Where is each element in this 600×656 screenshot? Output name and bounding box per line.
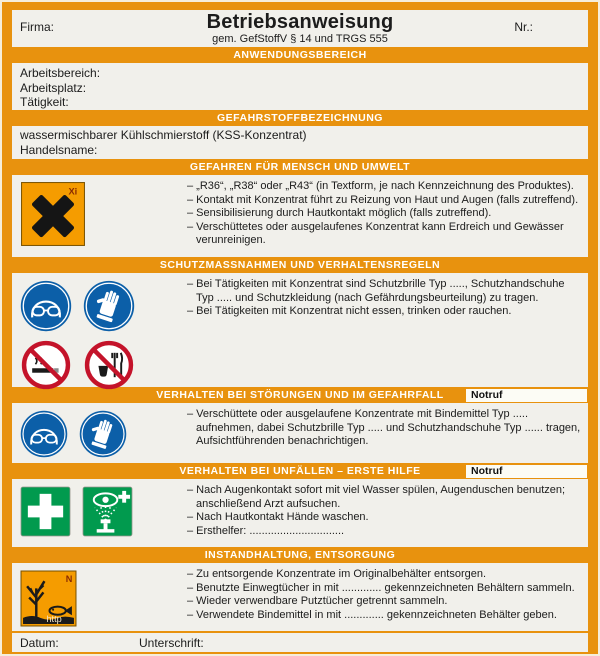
schutz-icons bbox=[12, 273, 187, 387]
environment-symbol-letter: N bbox=[65, 574, 73, 585]
no-smoking-icon bbox=[20, 339, 72, 391]
irritant-xi-icon bbox=[20, 181, 86, 247]
bullet-item: – Verschüttete oder ausgelaufene Konzentrate mit Bindemittel Typ ..... aufnehmen, dabei Schutzbrille Typ ..... und Schutzhandschuhe Typ ...... tragen, Aufsichtführenden benachrichtigen. bbox=[187, 408, 581, 448]
handelsname-label: Handelsname: bbox=[20, 143, 98, 157]
band-anwendungsbereich bbox=[12, 47, 588, 63]
band-gefahrstoffbezeichnung bbox=[12, 110, 588, 126]
xi-symbol-letter: Xi bbox=[68, 186, 78, 197]
document-header bbox=[12, 10, 588, 47]
band-title: INSTANDHALTUNG, ENTSORGUNG bbox=[204, 549, 396, 561]
gefahren-text bbox=[187, 175, 588, 257]
first-aid-icon bbox=[20, 486, 71, 537]
field-arbeitsbereich: Arbeitsbereich: bbox=[20, 66, 101, 80]
unfaelle-panel bbox=[12, 479, 588, 547]
firma-label: Firma: bbox=[20, 20, 54, 34]
band-title: ANWENDUNGSBEREICH bbox=[233, 49, 367, 61]
schutz-panel bbox=[12, 273, 588, 387]
document-footer bbox=[12, 633, 588, 652]
schutz-text bbox=[187, 273, 588, 387]
page-subtitle: gem. GefStoffV § 14 und TRGS 555 bbox=[212, 33, 388, 45]
no-eating-drinking-icon bbox=[83, 339, 135, 391]
band-title: VERHALTEN BEI UNFÄLLEN – ERSTE HILFE bbox=[179, 465, 421, 477]
bullet-item: – Sensibilisierung durch Hautkontakt möglich (falls zutreffend). bbox=[187, 207, 492, 220]
gefahren-panel bbox=[12, 175, 588, 257]
field-arbeitsplatz: Arbeitsplatz: bbox=[20, 80, 87, 95]
band-unfaelle bbox=[12, 463, 588, 479]
bullet-item: – Nach Hautkontakt Hände waschen. bbox=[187, 511, 369, 524]
bullet-item: – Wieder verwendbare Putztücher getrennt sammeln. bbox=[187, 595, 448, 608]
bullet-item: – „R36“, „R38“ oder „R43“ (in Textform, je nach Kennzeichnung des Produktes). bbox=[187, 180, 574, 192]
bullet-item: – Kontakt mit Konzentrat führt zu Reizung von Haut und Augen (falls zutreffend). bbox=[187, 193, 579, 206]
gefahren-icons bbox=[12, 175, 187, 257]
band-title: SCHUTZMASSNAHMEN UND VERHALTENSREGELN bbox=[159, 259, 441, 271]
bullet-item: – Bei Tätigkeiten mit Konzentrat sind Schutzbrille Typ ....., Schutzhandschuhe Typ ..... und Schutzkleidung (nach Gefährdungsbeurteilung) zu tragen. bbox=[187, 278, 565, 304]
eye-protection-icon bbox=[20, 410, 68, 458]
band-title: GEFAHREN FÜR MENSCH UND UMWELT bbox=[189, 161, 411, 173]
field-taetigkeit: Tätigkeit: bbox=[20, 95, 69, 109]
eye-protection-icon bbox=[20, 280, 72, 332]
band-schutzmassnahmen bbox=[12, 257, 588, 273]
band-gefahren bbox=[12, 159, 588, 175]
unterschrift-label: Unterschrift: bbox=[139, 635, 204, 650]
environment-hazard-icon bbox=[20, 570, 77, 627]
bullet-item: – Zu entsorgende Konzentrate im Originalbehälter entsorgen. bbox=[187, 568, 487, 580]
substance-name: wassermischbarer Kühlschmierstoff (KSS-Konzentrat) bbox=[20, 128, 307, 142]
page-title: Betriebsanweisung bbox=[206, 11, 394, 33]
instandhaltung-icons bbox=[12, 563, 187, 631]
notruf-badge: Notruf bbox=[466, 389, 587, 402]
unfaelle-icons bbox=[12, 479, 187, 547]
nr-label: Nr.: bbox=[514, 20, 533, 34]
bullet-item: – Nach Augenkontakt sofort mit viel Wasser spülen, Augenduschen benutzen; anschließend Arzt aufsuchen. bbox=[187, 484, 566, 510]
band-title: VERHALTEN BEI STÖRUNGEN UND IM GEFAHRFALL bbox=[156, 389, 444, 401]
bullet-item: – Benutzte Einwegtücher in mit ............. gekennzeichneten Behältern sammeln. bbox=[187, 581, 575, 594]
band-stoerungen bbox=[12, 387, 588, 403]
instandhaltung-text bbox=[187, 563, 588, 631]
protective-gloves-icon bbox=[83, 280, 135, 332]
gefahrstoff-panel bbox=[12, 126, 588, 159]
instandhaltung-panel bbox=[12, 563, 588, 631]
watermark-text: http bbox=[46, 613, 62, 624]
stoerungen-text bbox=[187, 403, 588, 463]
stoerungen-icons bbox=[12, 403, 187, 463]
bullet-item: – Bei Tätigkeiten mit Konzentrat nicht essen, trinken oder rauchen. bbox=[187, 305, 512, 318]
anwendungsbereich-panel bbox=[12, 63, 588, 110]
bullet-item: – Verwendete Bindemittel in mit ............. gekennzeichneten Behälter geben. bbox=[187, 608, 557, 621]
notruf-badge: Notruf bbox=[466, 465, 587, 478]
bullet-item: – Ersthelfer: ............................... bbox=[187, 524, 345, 537]
unfaelle-text bbox=[187, 479, 588, 547]
stoerungen-panel bbox=[12, 403, 588, 463]
protective-gloves-icon bbox=[79, 410, 127, 458]
bullet-item: – Verschüttetes oder ausgelaufenes Konzentrat kann Erdreich und Gewässer verunreinigen. bbox=[187, 220, 564, 247]
datum-label: Datum: bbox=[20, 635, 59, 650]
band-title: GEFAHRSTOFFBEZEICHNUNG bbox=[217, 112, 383, 124]
band-instandhaltung bbox=[12, 547, 588, 563]
eye-wash-icon bbox=[82, 486, 133, 537]
